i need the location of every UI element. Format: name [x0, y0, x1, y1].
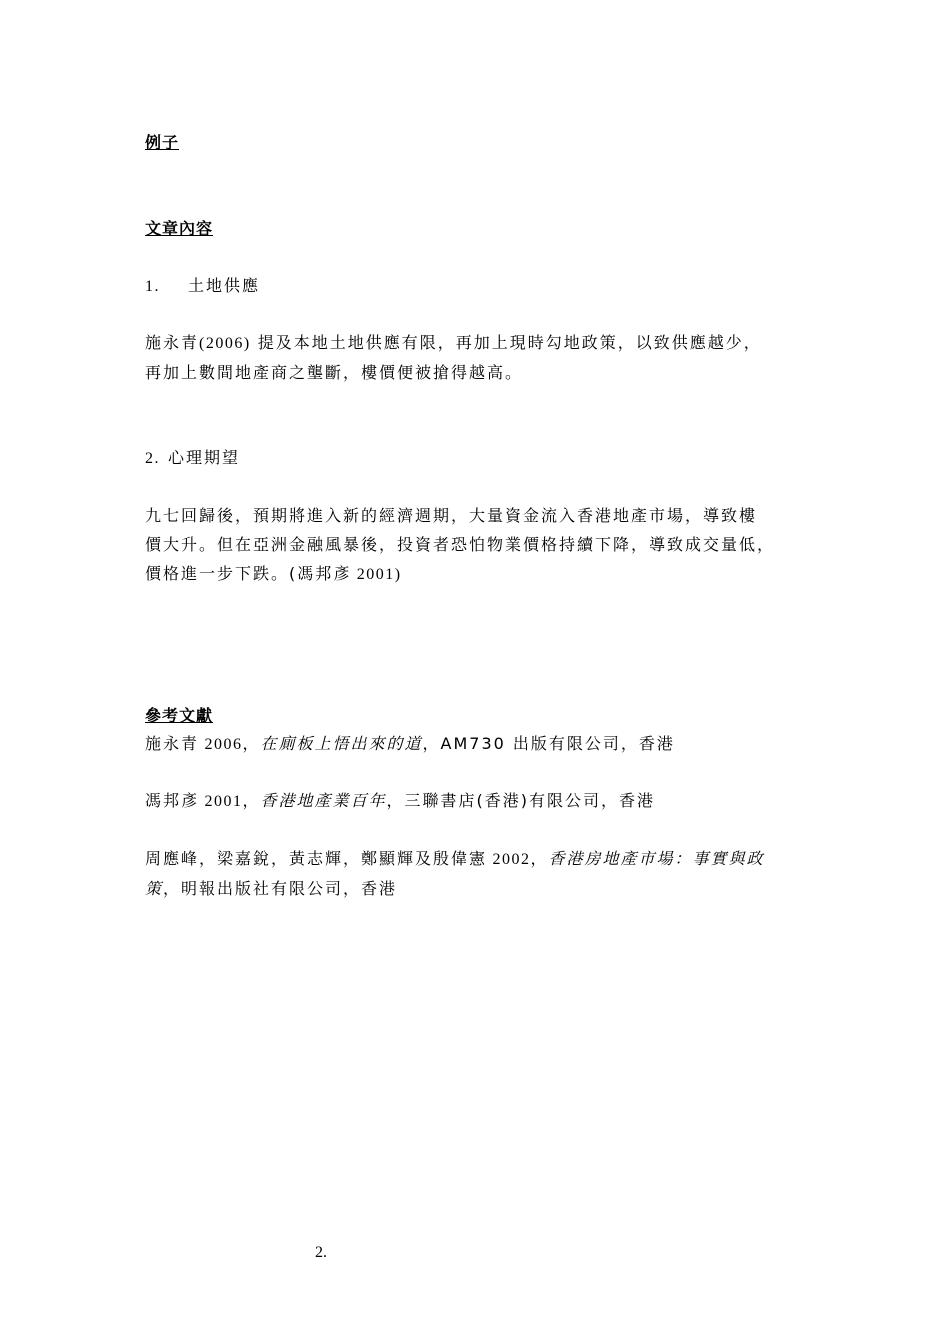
section2-heading [145, 443, 835, 473]
reference-item: 施永青 2006，在廁板上悟出來的道，AM730 出版有限公司，香港 [145, 734, 675, 753]
content-heading: 文章內容 [145, 219, 214, 238]
section2-para-line3: 價格進一步下跌。(馮邦彥 2001) [145, 564, 402, 583]
section1-number: 1. [145, 278, 160, 295]
section1-paragraph [145, 328, 835, 387]
example-heading: 例子 [145, 133, 180, 152]
section2-para-line2: 價大升。但在亞洲金融風暴後，投資者恐怕物業價格持續下降，導致成交量低， [145, 535, 776, 554]
page-number: 2. [315, 1244, 327, 1261]
section2-para-line1: 九七回歸後，預期將進入新的經濟週期，大量資金流入香港地產市場，導致樓 [145, 506, 758, 525]
section2-number: 2. [145, 450, 160, 467]
reference-item: 馮邦彥 2001，香港地產業百年，三聯書店(香港)有限公司，香港 [145, 791, 656, 810]
section1-heading [145, 271, 835, 301]
section1-para-line2: 再加上數間地產商之壟斷，樓價便被搶得越高。 [145, 363, 524, 382]
section1-para-line1: 施永青(2006) 提及本地土地供應有限，再加上現時勾地政策，以致供應越少， [145, 333, 762, 352]
section2-paragraph [145, 501, 835, 589]
section2-title: 心理期望 [168, 448, 241, 467]
section1-title: 土地供應 [188, 276, 261, 295]
reference-item: 周應峰，梁嘉銳，黃志輝，鄭顯輝及殷偉憲 2002，香港房地產市場：事實與政 策，明報出版社有限公司，香港 [145, 849, 765, 898]
references-heading: 參考文獻 [145, 706, 214, 725]
